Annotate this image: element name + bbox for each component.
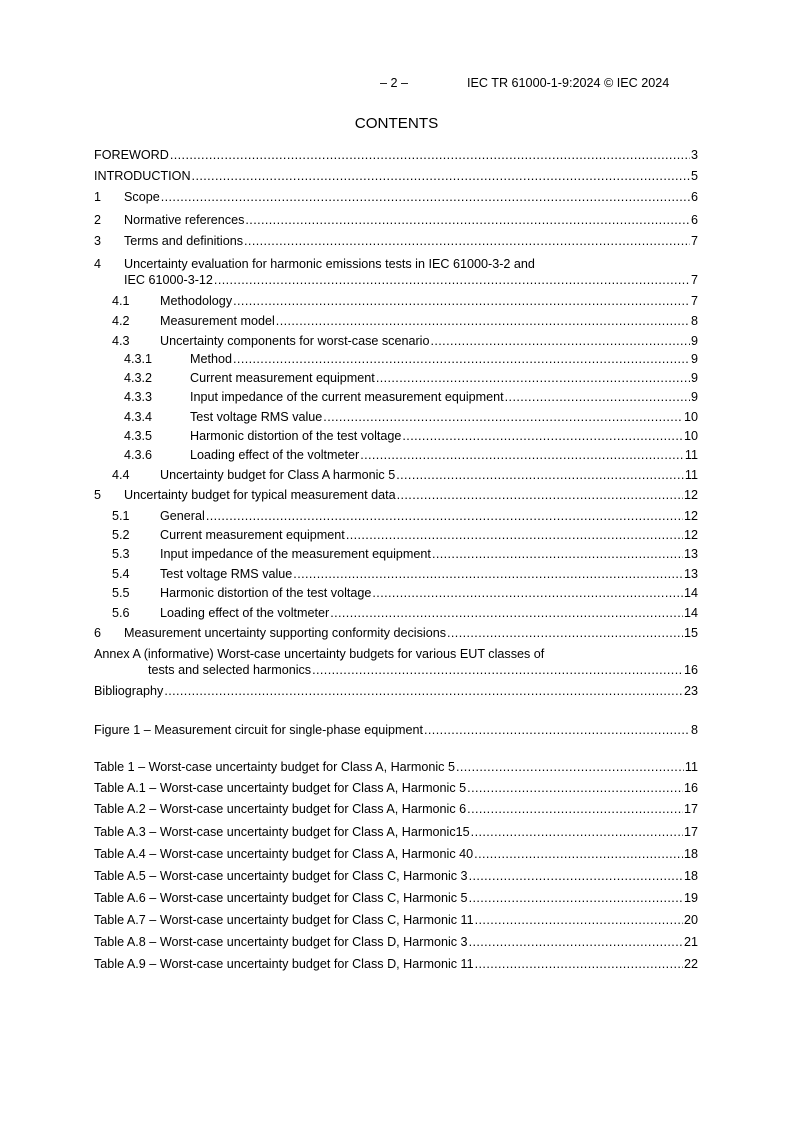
toc-entry[interactable] [94, 508, 698, 524]
toc-entry-number: 4.2 [112, 314, 130, 328]
toc-entry-number: 1 [94, 190, 102, 204]
toc-entry[interactable] [94, 233, 698, 249]
toc-entry[interactable] [94, 313, 698, 329]
toc-entry-title: Current measurement equipment [190, 371, 375, 385]
toc-entry-page: 13 [683, 567, 698, 581]
dot-leader [214, 272, 690, 288]
dot-leader [432, 546, 683, 562]
table-entry[interactable] [94, 912, 698, 928]
toc-entry-title: Measurement uncertainty supporting conformity decisions [124, 626, 446, 640]
toc-entry[interactable] [94, 189, 698, 205]
dot-leader [164, 683, 683, 699]
toc-entry-number: 4.3.4 [124, 410, 153, 424]
dot-leader [475, 912, 683, 928]
toc-entry-title: tests and selected harmonics [148, 663, 312, 677]
toc-entry[interactable] [94, 409, 698, 425]
toc-entry-page: 20 [683, 913, 698, 927]
dot-leader [469, 934, 683, 950]
toc-entry-page: 7 [690, 273, 698, 287]
toc-entry-number: 4.3.2 [124, 371, 153, 385]
standard-reference: IEC TR 61000-1-9:2024 © IEC 2024 [467, 76, 670, 90]
page-number: – 2 – [380, 76, 409, 90]
toc-entry-title: Terms and definitions [124, 234, 244, 248]
toc-entry[interactable] [94, 212, 698, 228]
toc-entry-page: 16 [683, 781, 698, 795]
toc-entry-number: 5.4 [112, 567, 130, 581]
dot-leader [474, 846, 683, 862]
toc-entry-title: Uncertainty budget for Class A harmonic 5 [160, 468, 396, 482]
toc-entry-page: 10 [683, 429, 698, 443]
toc-entry-title: FOREWORD [94, 148, 169, 162]
toc-entry-title: Table A.4 – Worst-case uncertainty budget for Class A, Harmonic 40 [94, 847, 474, 861]
toc-entry-page: 22 [683, 957, 698, 971]
toc-entry-page: 6 [690, 190, 698, 204]
toc-entry[interactable] [94, 351, 698, 367]
toc-entry-number: 4.3.6 [124, 448, 153, 462]
dot-leader [397, 487, 683, 503]
toc-entry-title: Normative references [124, 213, 245, 227]
dot-leader [467, 801, 683, 817]
toc-entry-number: 2 [94, 213, 102, 227]
toc-entry-title: Method [190, 352, 233, 366]
table-entry[interactable] [94, 780, 698, 796]
toc-entry-page: 21 [683, 935, 698, 949]
toc-entry-title: Uncertainty evaluation for harmonic emissions tests in IEC 61000-3-2 and [124, 257, 535, 271]
toc-entry-title: Figure 1 – Measurement circuit for single-phase equipment [94, 723, 423, 737]
toc-entry-continuation[interactable] [94, 662, 698, 678]
toc-entry[interactable] [94, 646, 544, 662]
dot-leader [402, 428, 683, 444]
toc-entry-title: Methodology [160, 294, 233, 308]
dot-leader [469, 890, 683, 906]
dot-leader [475, 956, 683, 972]
toc-entry-page: 12 [683, 528, 698, 542]
toc-entry-page: 8 [690, 723, 698, 737]
toc-entry-page: 3 [690, 148, 698, 162]
toc-entry-page: 13 [683, 547, 698, 561]
toc-entry-title: Table A.2 – Worst-case uncertainty budget for Class A, Harmonic 6 [94, 802, 467, 816]
toc-entry-title: Table A.3 – Worst-case uncertainty budget for Class A, Harmonic15 [94, 825, 470, 839]
toc-entry-page: 11 [684, 468, 698, 482]
toc-entry-page: 5 [690, 169, 698, 183]
toc-entry-title: Test voltage RMS value [190, 410, 323, 424]
dot-leader [161, 189, 690, 205]
toc-entry-title: Harmonic distortion of the test voltage [160, 586, 372, 600]
dot-leader [360, 447, 684, 463]
toc-entry-title: Annex A (informative) Worst-case uncertainty budgets for various EUT classes of [94, 647, 545, 661]
page-title: CONTENTS [354, 115, 439, 132]
toc-entry-title: Table A.5 – Worst-case uncertainty budget for Class C, Harmonic 3 [94, 869, 468, 883]
toc-entry[interactable] [94, 467, 698, 483]
table-entry[interactable] [94, 759, 698, 775]
toc-entry-number: 4.3.3 [124, 390, 153, 404]
toc-entry[interactable] [94, 566, 698, 582]
dot-leader [505, 389, 690, 405]
toc-entry-page: 12 [683, 509, 698, 523]
toc-entry-title: Table A.8 – Worst-case uncertainty budget for Class D, Harmonic 3 [94, 935, 468, 949]
toc-entry[interactable] [94, 625, 698, 641]
dot-leader [372, 585, 683, 601]
dot-leader [447, 625, 683, 641]
toc-entry[interactable] [94, 487, 698, 503]
table-entry[interactable] [94, 890, 698, 906]
toc-entry-title: Scope [124, 190, 160, 204]
toc-entry-title: Table A.1 – Worst-case uncertainty budget for Class A, Harmonic 5 [94, 781, 467, 795]
dot-leader [233, 293, 690, 309]
toc-entry-title: Test voltage RMS value [160, 567, 293, 581]
dot-leader [456, 759, 684, 775]
toc-entry-title: Uncertainty components for worst-case scenario [160, 334, 430, 348]
toc-entry[interactable] [94, 389, 698, 405]
dot-leader [233, 351, 690, 367]
dot-leader [244, 233, 690, 249]
dot-leader [206, 508, 683, 524]
toc-entry[interactable] [94, 147, 698, 163]
toc-entry-page: 18 [683, 847, 698, 861]
toc-entry-title: Uncertainty budget for typical measurement data [124, 488, 396, 502]
toc-entry-title: INTRODUCTION [94, 169, 191, 183]
toc-entry-title: Current measurement equipment [160, 528, 345, 542]
toc-entry-page: 11 [684, 448, 698, 462]
toc-entry-number: 4.3 [112, 334, 130, 348]
toc-entry[interactable] [94, 605, 698, 621]
table-entry[interactable] [94, 801, 698, 817]
toc-entry-page: 7 [690, 294, 698, 308]
toc-entry-page: 7 [690, 234, 698, 248]
toc-entry-page: 9 [690, 352, 698, 366]
dot-leader [469, 868, 683, 884]
toc-entry-title: Input impedance of the measurement equipment [160, 547, 431, 561]
toc-entry-title: Bibliography [94, 684, 164, 698]
toc-entry-title: Table 1 – Worst-case uncertainty budget for Class A, Harmonic 5 [94, 760, 455, 774]
toc-entry[interactable] [94, 546, 698, 562]
toc-entry-number: 4.3.1 [124, 352, 153, 366]
toc-entry-continuation[interactable] [94, 272, 698, 288]
toc-entry-page: 10 [683, 410, 698, 424]
dot-leader [170, 147, 690, 163]
toc-entry-page: 9 [690, 371, 698, 385]
toc-entry-number: 3 [94, 234, 102, 248]
toc-entry[interactable] [94, 333, 698, 349]
toc-entry-number: 6 [94, 626, 102, 640]
toc-entry-page: 14 [683, 586, 698, 600]
toc-entry-number: 4.3.5 [124, 429, 153, 443]
toc-entry-page: 18 [683, 869, 698, 883]
dot-leader [293, 566, 683, 582]
toc-entry-page: 11 [684, 760, 698, 774]
toc-entry-number: 4 [94, 257, 102, 271]
table-entry[interactable] [94, 956, 698, 972]
table-entry[interactable] [94, 846, 698, 862]
toc-entry[interactable] [94, 168, 698, 184]
dot-leader [312, 662, 683, 678]
toc-entry-number: 5.6 [112, 606, 130, 620]
dot-leader [471, 824, 683, 840]
toc-entry[interactable] [94, 293, 698, 309]
dot-leader [330, 605, 683, 621]
dot-leader [424, 722, 690, 738]
toc-entry-page: 9 [690, 390, 698, 404]
toc-entry-title: IEC 61000-3-12 [124, 273, 213, 287]
figure-entry[interactable] [94, 722, 698, 738]
dot-leader [276, 313, 690, 329]
toc-entry-title: Table A.6 – Worst-case uncertainty budget for Class C, Harmonic 5 [94, 891, 468, 905]
toc-entry-page: 12 [683, 488, 698, 502]
toc-entry-number: 5.1 [112, 509, 130, 523]
toc-entry-page: 9 [690, 334, 698, 348]
toc-entry-title: Table A.7 – Worst-case uncertainty budget for Class C, Harmonic 11 [94, 913, 474, 927]
dot-leader [346, 527, 683, 543]
toc-entry-title: Input impedance of the current measurement equipment [190, 390, 504, 404]
toc-entry-page: 17 [683, 802, 698, 816]
toc-entry[interactable] [94, 447, 698, 463]
toc-entry-title: Loading effect of the voltmeter [160, 606, 330, 620]
toc-entry-number: 5.5 [112, 586, 130, 600]
toc-entry-page: 8 [690, 314, 698, 328]
toc-entry-page: 17 [683, 825, 698, 839]
toc-entry-number: 4.1 [112, 294, 130, 308]
toc-entry-page: 19 [683, 891, 698, 905]
dot-leader [467, 780, 683, 796]
toc-entry-page: 6 [690, 213, 698, 227]
dot-leader [323, 409, 683, 425]
toc-entry-title: Table A.9 – Worst-case uncertainty budget for Class D, Harmonic 11 [94, 957, 474, 971]
toc-entry-title: General [160, 509, 205, 523]
toc-entry-number: 5.2 [112, 528, 130, 542]
table-entry[interactable] [94, 824, 698, 840]
toc-entry-page: 15 [683, 626, 698, 640]
toc-entry[interactable] [94, 585, 698, 601]
table-entry[interactable] [94, 868, 698, 884]
toc-entry-page: 23 [683, 684, 698, 698]
toc-entry[interactable] [94, 256, 535, 272]
toc-entry-page: 14 [683, 606, 698, 620]
dot-leader [396, 467, 684, 483]
table-entry[interactable] [94, 934, 698, 950]
toc-entry-title: Harmonic distortion of the test voltage [190, 429, 402, 443]
toc-entry-title: Measurement model [160, 314, 275, 328]
toc-entry[interactable] [94, 683, 698, 699]
toc-entry[interactable] [94, 527, 698, 543]
dot-leader [376, 370, 690, 386]
dot-leader [192, 168, 690, 184]
dot-leader [430, 333, 690, 349]
toc-entry-page: 16 [683, 663, 698, 677]
toc-entry-number: 5 [94, 488, 102, 502]
dot-leader [245, 212, 690, 228]
toc-entry-number: 5.3 [112, 547, 130, 561]
toc-entry-number: 4.4 [112, 468, 130, 482]
toc-entry-title: Loading effect of the voltmeter [190, 448, 360, 462]
toc-entry[interactable] [94, 428, 698, 444]
toc-entry[interactable] [94, 370, 698, 386]
